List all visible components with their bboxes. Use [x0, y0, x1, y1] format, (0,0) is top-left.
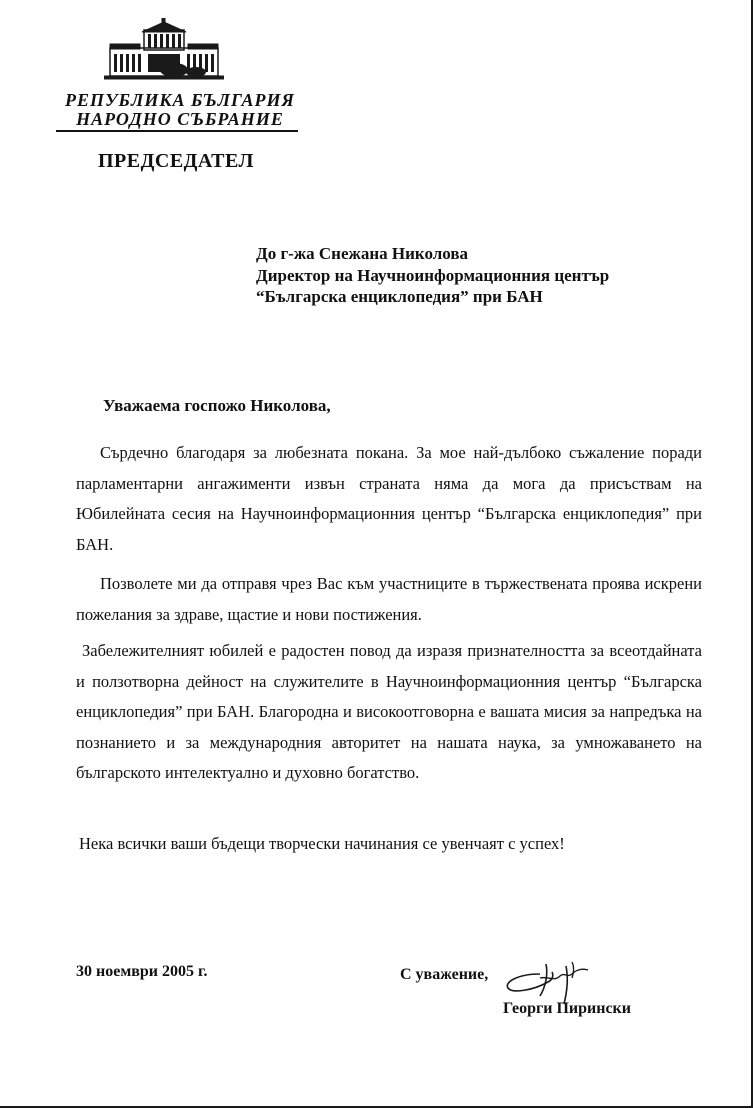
addressee-name: До г-жа Снежана Николова — [256, 244, 469, 263]
letterhead-divider — [56, 130, 298, 132]
closing-wish: Нека всички ваши бъдещи творчески начинания се увенчаят с успех! — [79, 834, 565, 853]
addressee-position: Директор на Научноинформационния център — [256, 266, 610, 285]
letterhead-country: РЕПУБЛИКА БЪЛГАРИЯ — [65, 90, 295, 110]
parliament-building-icon — [104, 18, 224, 84]
office-title: ПРЕДСЕДАТЕЛ — [98, 150, 254, 172]
complimentary-close: С уважение, — [400, 966, 489, 983]
addressee-organization: “Българска енциклопедия” при БАН — [256, 287, 543, 306]
body-paragraph: Забележителният юбилей е радостен повод да изразя признателността за всеотдайната и ползотворна дейност на служителите в Научноинформационния център “Българска енциклопедия” при БАН. Благородна и високоотговорна е вашата мисия за напредъка на познанието и за международния авторитет на нашата наука, за умножаването на българското интелектуално и духовно богатство. — [76, 641, 702, 782]
body-paragraph: Позволете ми да отправя чрез Вас към участниците в тържествената проява искрени пожелания за здраве, щастие и нови постижения. — [76, 574, 702, 624]
letter-date: 30 ноември 2005 г. — [76, 963, 208, 980]
signer-name: Георги Пирински — [503, 1000, 631, 1017]
letterhead-assembly: НАРОДНО СЪБРАНИЕ — [76, 109, 284, 129]
salutation: Уважаема госпожо Николова, — [103, 396, 331, 415]
body-paragraph: Сърдечно благодаря за любезната покана. За мое най-дълбоко съжаление поради парламентарни ангажименти извън страната няма да мога да присъствам на Юбилейната сесия на Научноинформационния център “Българска енциклопедия” при БАН. — [76, 443, 702, 554]
